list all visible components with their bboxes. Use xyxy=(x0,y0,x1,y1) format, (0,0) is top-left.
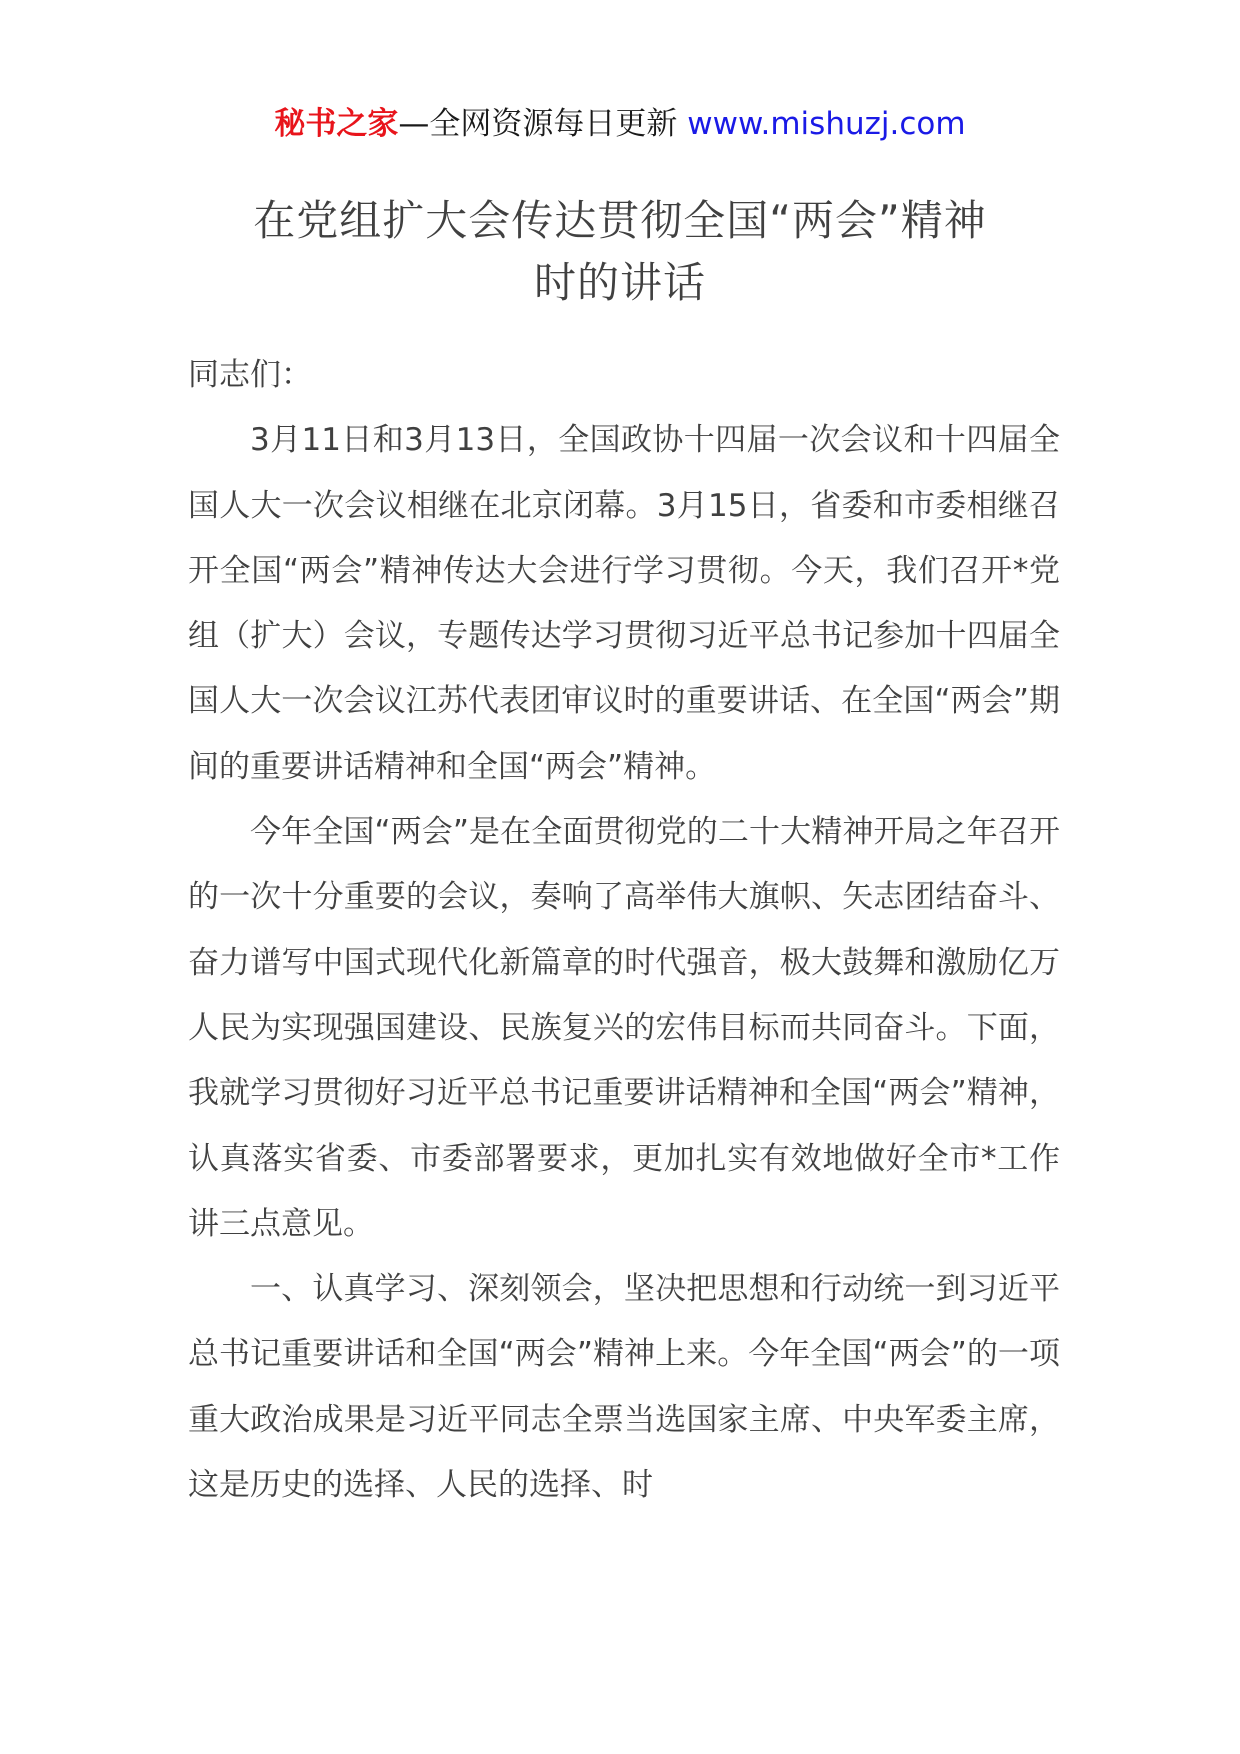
document-title xyxy=(190,190,1050,314)
title-line-2: 时的讲话 xyxy=(533,258,706,307)
paragraph-2: 今年全国“两会”是在全面贯彻党的二十大精神开局之年召开的一次十分重要的会议，奏响了高举伟大旗帜、矢志团结奋斗、奋力谱写中国式现代化新篇章的时代强音，极大鼓舞和激励亿万人民为实现强国建设、民族复兴的宏伟目标而共同奋斗。下面，我就学习贯彻好习近平总书记重要讲话精神和全国“两会”精神，认真落实省委、市委部署要求，更加扎实有效地做好全市*工作讲三点意见。 xyxy=(188,814,1060,1242)
brand-name: 秘书之家 xyxy=(274,106,399,142)
salutation: 同志们： xyxy=(188,357,312,393)
paragraph-3: 一、认真学习、深刻领会，坚决把思想和行动统一到习近平总书记重要讲话和全国“两会”精神上来。今年全国“两会”的一项重大政治成果是习近平同志全票当选国家主席、中央军委主席，这是历史的选择、人民的选择、时 xyxy=(188,1271,1060,1504)
header-tagline: —全网资源每日更新 xyxy=(398,106,678,142)
document-body xyxy=(188,343,1060,1518)
title-line-1: 在党组扩大会传达贯彻全国“两会”精神 xyxy=(253,196,987,245)
paragraph-1: 3月11日和3月13日，全国政协十四届一次会议和十四届全国人大一次会议相继在北京闭幕。3月15日，省委和市委相继召开全国“两会”精神传达大会进行学习贯彻。今天，我们召开*党组（扩大）会议，专题传达学习贯彻习近平总书记参加十四届全国人大一次会议江苏代表团审议时的重要讲话、在全国“两会”期间的重要讲话精神和全国“两会”精神。 xyxy=(188,422,1060,785)
site-header xyxy=(0,102,1240,146)
site-url-link[interactable]: www.mishuzj.com xyxy=(687,106,966,142)
